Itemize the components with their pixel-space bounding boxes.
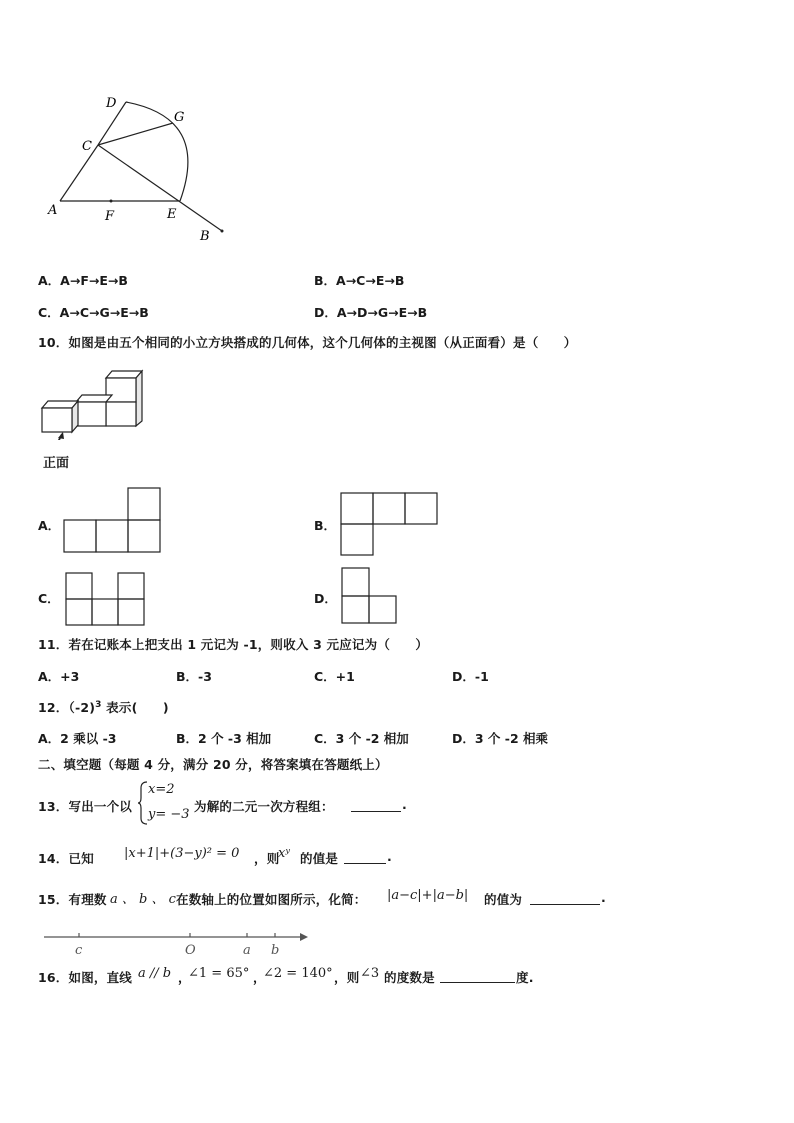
q11-stem: 11．若在记账本上把支出 1 元记为 -1，则收入 3 元应记为（ ）: [38, 637, 429, 652]
q12-stem: [38, 698, 169, 716]
q15-prefix: 15．有理数: [38, 892, 107, 907]
q14-end: .: [387, 849, 392, 864]
q14-middle: ，则: [254, 851, 280, 866]
q15-variables: a 、 b 、 c: [110, 892, 176, 907]
q10-option-a-view[interactable]: [62, 486, 162, 554]
q15-expression: |a−c|+|a−b|: [387, 888, 469, 903]
q15-end: .: [601, 890, 606, 905]
q11-option-c[interactable]: C．+1: [314, 669, 355, 684]
q14-suffix: 的值是: [300, 851, 339, 866]
q14-expression: |x+1|+(3−y)² = 0: [124, 846, 240, 861]
q14-prefix: 14．已知: [38, 851, 94, 866]
q16-answer-blank[interactable]: [440, 970, 515, 983]
q15-number-line: [40, 926, 312, 960]
section-heading-fill-in: 二、填空题（每题 4 分，满分 20 分，将答案填在答题纸上）: [38, 757, 388, 772]
q10-solid-figure: [38, 368, 153, 440]
q12-stem-prefix: 12．（-2): [38, 700, 96, 715]
q12-option-d[interactable]: D．3 个 -2 相乘: [452, 731, 549, 746]
q13-end: .: [402, 797, 407, 812]
q10-option-d-view[interactable]: [340, 566, 400, 626]
q11-option-b[interactable]: B．-3: [176, 669, 212, 684]
q15-middle: 在数轴上的位置如图所示，化简：: [176, 892, 367, 907]
q12-option-c[interactable]: C．3 个 -2 相加: [314, 731, 409, 746]
q10-option-d-label[interactable]: D．: [314, 591, 337, 606]
q13-suffix: 为解的二元一次方程组：: [194, 799, 334, 814]
q16-prefix: 16．如图，直线: [38, 970, 132, 985]
q16-middle: ，则: [334, 970, 360, 985]
axis-label-o: O: [185, 943, 196, 958]
point-label-e: E: [167, 207, 177, 222]
q10-option-b-label[interactable]: B．: [314, 518, 337, 533]
q11-option-a[interactable]: A．+3: [38, 669, 80, 684]
axis-label-a: a: [243, 943, 251, 958]
q9-option-a[interactable]: A．A→F→E→B: [38, 273, 128, 288]
q14-answer-blank[interactable]: [344, 851, 386, 864]
q9-option-d[interactable]: D．A→D→G→E→B: [314, 305, 428, 320]
point-label-a: A: [48, 203, 58, 218]
q16-end: 度.: [516, 970, 534, 985]
axis-label-c: c: [75, 943, 83, 958]
q9-figure: [40, 90, 240, 250]
axis-label-b: b: [271, 943, 280, 958]
q13-prefix: 13．写出一个以: [38, 799, 132, 814]
q13-equation-2: y= −3: [148, 807, 190, 822]
q16-angle-3: ∠3: [360, 966, 380, 981]
point-label-c: C: [82, 139, 92, 154]
q13-equation-1: x=2: [148, 782, 175, 797]
q15-suffix: 的值为: [484, 892, 523, 907]
q11-option-d[interactable]: D．-1: [452, 669, 489, 684]
q12-option-b[interactable]: B．2 个 -3 相加: [176, 731, 272, 746]
q16-comma-1: ，: [178, 970, 191, 985]
q16-parallel: a // b: [138, 966, 172, 981]
q16-comma-2: ，: [253, 970, 266, 985]
q10-option-b-view[interactable]: [339, 491, 441, 557]
q16-angle-2: ∠2 = 140°: [263, 966, 333, 981]
q10-stem: 10．如图是由五个相同的小立方块搭成的几何体，这个几何体的主视图（从正面看）是（ ）: [38, 335, 577, 350]
q12-stem-exponent: 3: [95, 699, 102, 710]
q13-answer-blank[interactable]: [351, 799, 401, 812]
point-label-b: B: [200, 229, 210, 244]
q16-suffix: 的度数是: [384, 970, 435, 985]
q14-power: xʸ: [278, 846, 290, 861]
q12-option-a[interactable]: A．2 乘以 -3: [38, 731, 117, 746]
q10-option-c-label[interactable]: C．: [38, 591, 60, 606]
q12-stem-suffix: 表示( ): [101, 700, 169, 715]
point-label-g: G: [174, 110, 185, 125]
q10-option-a-label[interactable]: A．: [38, 518, 61, 533]
q9-option-c[interactable]: C．A→C→G→E→B: [38, 305, 149, 320]
point-label-d: D: [106, 96, 117, 111]
q9-option-b[interactable]: B．A→C→E→B: [314, 273, 405, 288]
front-view-label: 正面: [43, 456, 70, 471]
point-label-f: F: [105, 209, 115, 224]
q10-option-c-view[interactable]: [64, 571, 148, 627]
q16-angle-1: ∠1 = 65°: [188, 966, 250, 981]
q15-answer-blank[interactable]: [530, 892, 600, 905]
